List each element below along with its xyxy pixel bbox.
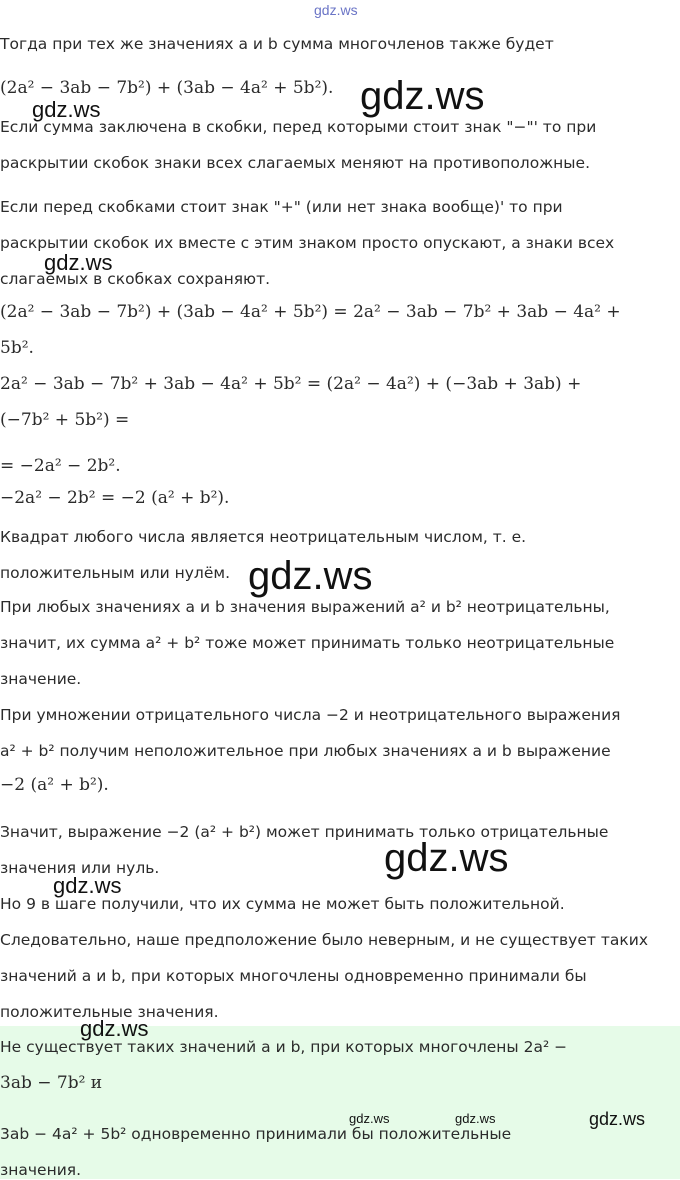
text-line-24: Но 9 в шаге получили, что их сумма не может быть положительной. [0,895,565,913]
formula-result: = −2a² − 2b². [0,456,121,476]
text-line-18: значение. [0,670,82,688]
formula-group: 2a² − 3ab − 7b² + 3ab − 4a² + 5b² = (2a² − 4a²) + (−3ab + 3ab) + [0,374,582,394]
watermark-mid-3: gdz.ws [53,873,122,898]
formula-group-cont: (−7b² + 5b²) = [0,410,130,430]
text-line-4: раскрытии скобок знаки всех слагаемых меняют на противоположные. [0,154,590,172]
text-line-3: Если сумма заключена в скобки, перед которыми стоит знак "−"' то при [0,118,597,136]
answer-line-3: 3ab − 4a² + 5b² одновременно принимали бы положительные [0,1125,512,1143]
text-line-22: Значит, выражение −2 (a² + b²) может принимать только отрицательные [0,823,609,841]
text-line-27: положительные значения. [0,1003,219,1021]
watermark-mid-4: gdz.ws [80,1016,149,1041]
watermark-big-2: gdz.ws [248,554,373,598]
text-line-17: значит, их сумма a² + b² тоже может принимать только неотрицательные [0,634,615,652]
text-line-26: значений a и b, при которых многочлены одновременно принимали бы [0,967,587,985]
text-line-25: Следовательно, наше предположение было неверным, и не существует таких [0,931,648,949]
watermark-mid-1: gdz.ws [32,97,101,122]
watermark-mid-2: gdz.ws [44,250,113,275]
text-line-19: При умножении отрицательного числа −2 и неотрицательного выражения [0,706,621,724]
watermark-mid-5: gdz.ws [589,1109,646,1129]
text-line-6: раскрытии скобок их вместе с этим знаком просто опускают, а знаки всех [0,234,615,252]
formula-factor: −2a² − 2b² = −2 (a² + b²). [0,488,230,508]
text-line-1: Тогда при тех же значениях a и b сумма многочленов также будет [0,35,554,53]
answer-line-1: Не существует таких значений a и b, при которых многочлены 2a² − [0,1038,568,1056]
text-line-23: значения или нуль. [0,859,160,877]
answer-line-2: 3ab − 7b² и [0,1073,103,1093]
answer-line-4: значения. [0,1161,82,1179]
watermark-small-1: gdz.ws [349,1111,390,1126]
text-line-14: Квадрат любого числа является неотрицательным числом, т. е. [0,528,527,546]
watermark-small-2: gdz.ws [455,1111,496,1126]
watermark-big-3: gdz.ws [384,836,509,880]
text-line-20: a² + b² получим неположительное при любых значениях a и b выражение [0,742,611,760]
formula-expand: (2a² − 3ab − 7b²) + (3ab − 4a² + 5b²) = 2a² − 3ab − 7b² + 3ab − 4a² + [0,302,621,322]
formula-expand-cont: 5b². [0,338,34,358]
formula-sum: (2a² − 3ab − 7b²) + (3ab − 4a² + 5b²). [0,78,334,98]
watermark-big-1: gdz.ws [360,74,485,118]
formula-neg: −2 (a² + b²). [0,775,109,795]
text-line-7: слагаемых в скобках сохраняют. [0,270,271,288]
text-line-5: Если перед скобками стоит знак "+" (или нет знака вообще)' то при [0,198,563,216]
watermark-top: gdz.ws [314,2,358,18]
text-line-16: При любых значениях a и b значения выражений a² и b² неотрицательны, [0,598,610,616]
text-line-15: положительным или нулём. [0,564,230,582]
